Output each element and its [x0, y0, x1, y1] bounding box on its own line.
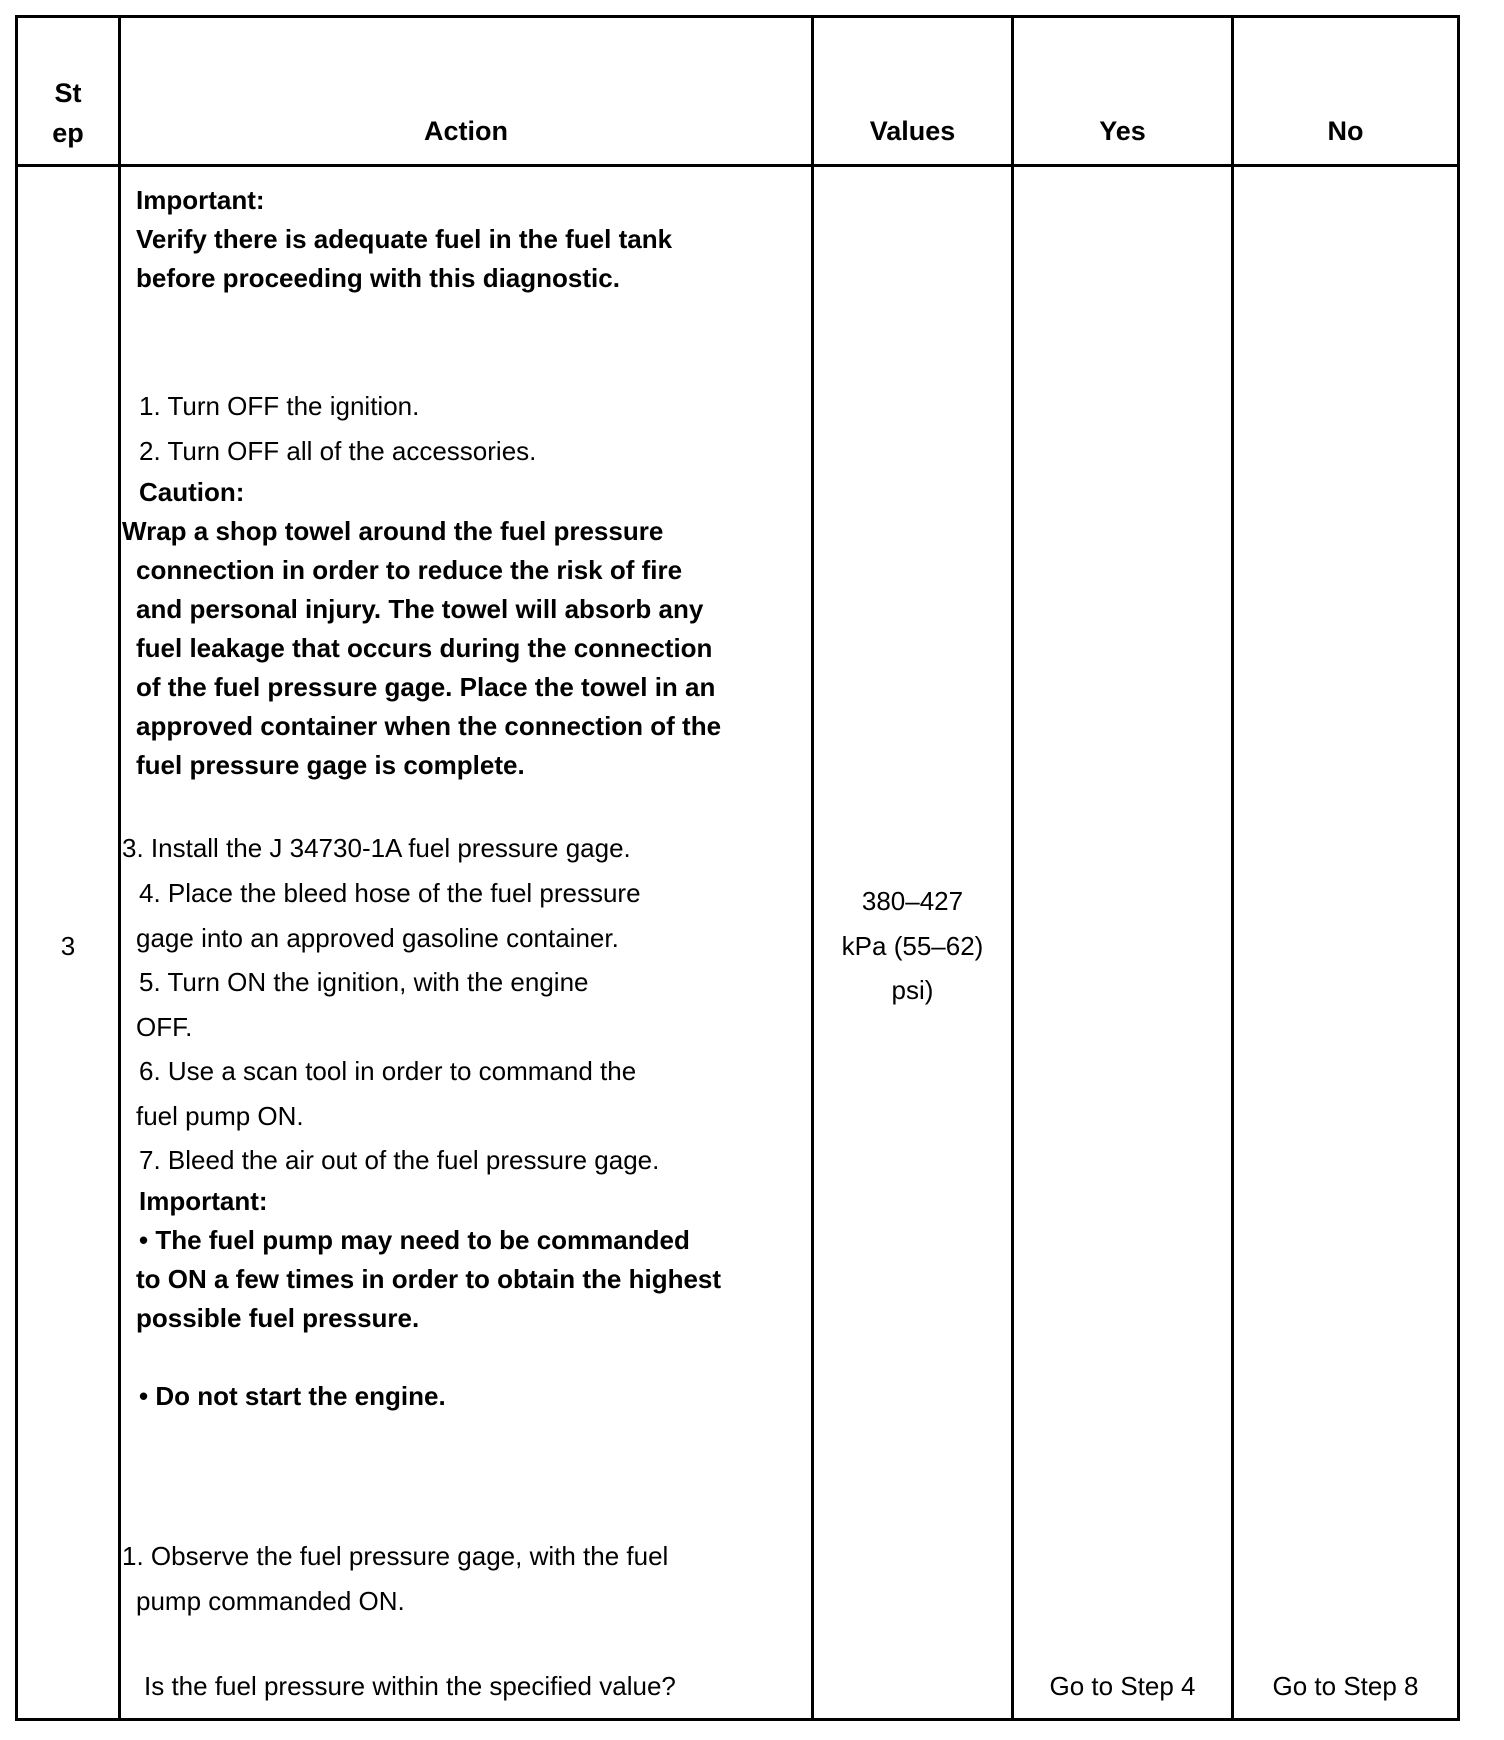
yes-outcome: Go to Step 4 — [1049, 1671, 1196, 1701]
step-item-continuation: gage into an approved gasoline container. — [136, 923, 619, 953]
caution-text-line: connection in order to reduce the risk of fire — [136, 555, 683, 585]
table-left-border — [15, 15, 18, 1721]
step-item-continuation: pump commanded ON. — [136, 1586, 405, 1616]
important-bullet-continuation: to ON a few times in order to obtain the highest — [136, 1264, 722, 1294]
step-column-divider — [118, 15, 121, 1721]
table-bottom-border — [15, 1718, 1460, 1721]
step-question: Is the fuel pressure within the specified value? — [144, 1671, 676, 1701]
header-step-line1: St — [54, 78, 82, 108]
step-item: 2. Turn OFF all of the accessories. — [139, 436, 537, 466]
important-title: Important: — [136, 185, 265, 215]
table-right-border — [1457, 15, 1460, 1721]
important-text-line: before proceeding with this diagnostic. — [136, 263, 620, 293]
no-outcome: Go to Step 8 — [1272, 1671, 1419, 1701]
action-column-divider — [811, 15, 814, 1721]
step-item: 3. Install the J 34730-1A fuel pressure gage. — [122, 833, 631, 863]
important-text-line: Verify there is adequate fuel in the fuel tank — [136, 224, 673, 254]
header-action: Action — [424, 116, 508, 146]
value-line: psi) — [891, 975, 934, 1005]
yes-column-divider — [1231, 15, 1234, 1721]
important-bullet: • The fuel pump may need to be commanded — [139, 1225, 690, 1255]
caution-text-line: approved container when the connection of the — [136, 711, 722, 741]
step-item: 5. Turn ON the ignition, with the engine — [139, 967, 589, 997]
value-line: 380–427 — [861, 886, 964, 916]
step-number: 3 — [60, 931, 76, 961]
step-item: 1. Observe the fuel pressure gage, with the fuel — [122, 1541, 669, 1571]
step-item: 6. Use a scan tool in order to command the — [139, 1056, 637, 1086]
caution-title: Caution: — [139, 477, 245, 507]
important-title: Important: — [139, 1186, 268, 1216]
step-item: 4. Place the bleed hose of the fuel pressure — [139, 878, 641, 908]
caution-text-line: Wrap a shop towel around the fuel pressure — [122, 516, 664, 546]
step-item: 7. Bleed the air out of the fuel pressure gage. — [139, 1145, 660, 1175]
caution-text-line: fuel pressure gage is complete. — [136, 750, 525, 780]
values-column-divider — [1011, 15, 1014, 1721]
header-yes: Yes — [1099, 116, 1146, 146]
step-item-continuation: OFF. — [136, 1012, 193, 1042]
caution-text-line: fuel leakage that occurs during the connection — [136, 633, 713, 663]
caution-text-line: of the fuel pressure gage. Place the towel in an — [136, 672, 716, 702]
table-top-border — [15, 15, 1460, 18]
step-item: 1. Turn OFF the ignition. — [139, 391, 420, 421]
step-item-continuation: fuel pump ON. — [136, 1101, 304, 1131]
caution-text-line: and personal injury. The towel will absorb any — [136, 594, 704, 624]
header-separator — [15, 164, 1460, 167]
important-bullet: • Do not start the engine. — [139, 1381, 446, 1411]
header-values: Values — [869, 116, 956, 146]
header-no: No — [1327, 116, 1364, 146]
important-bullet-continuation: possible fuel pressure. — [136, 1303, 420, 1333]
header-step-line2: ep — [52, 118, 84, 148]
value-line: kPa (55–62) — [841, 931, 984, 961]
